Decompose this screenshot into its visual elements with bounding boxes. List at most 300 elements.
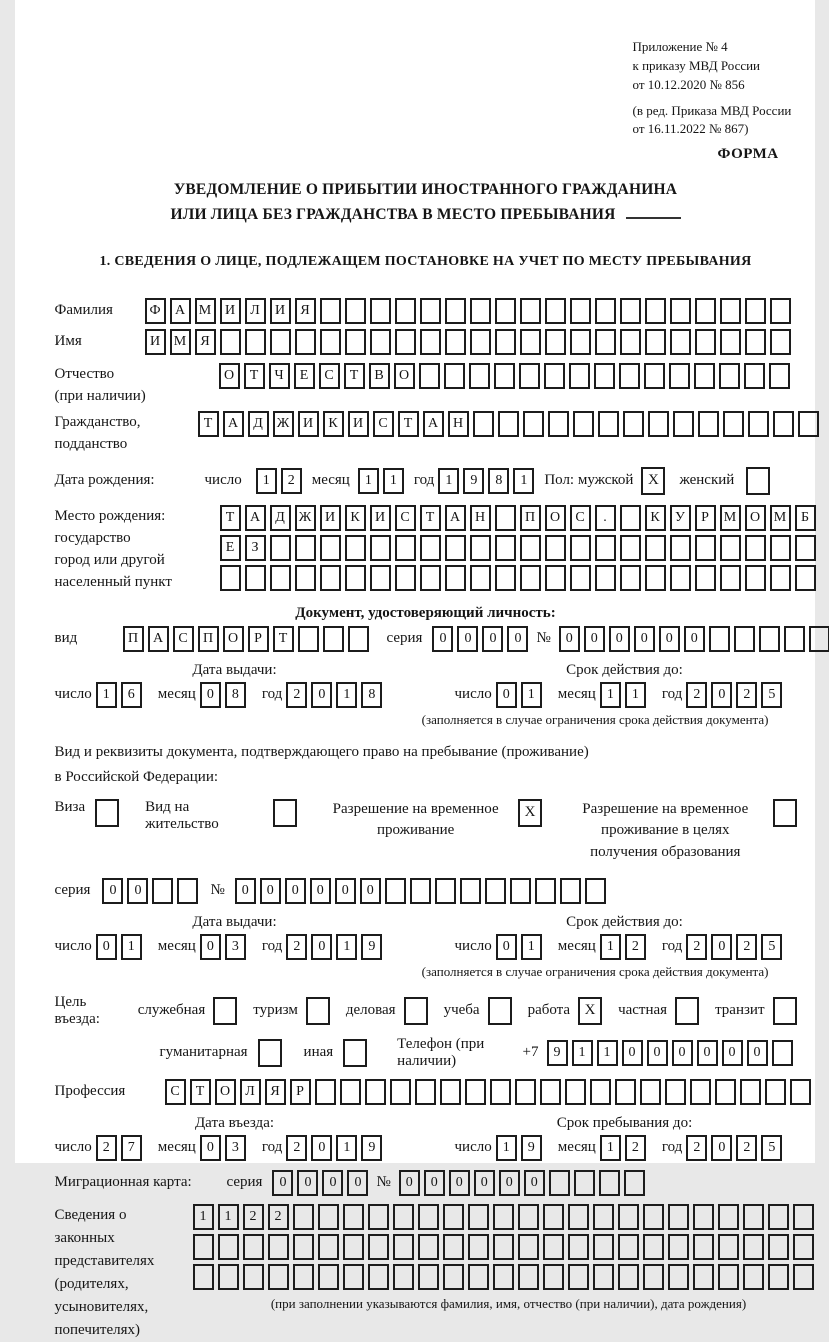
purpose-chastnaya-checkbox[interactable] — [675, 997, 699, 1025]
char-box[interactable] — [743, 1204, 764, 1230]
char-box[interactable] — [320, 535, 341, 561]
char-box[interactable]: 0 — [285, 878, 306, 904]
char-box[interactable]: 2 — [736, 682, 757, 708]
char-box[interactable]: 1 — [336, 1135, 357, 1161]
char-box[interactable]: 1 — [121, 934, 142, 960]
char-box[interactable]: 1 — [600, 1135, 621, 1161]
char-box[interactable] — [495, 298, 516, 324]
char-box[interactable]: 0 — [311, 1135, 332, 1161]
char-box[interactable] — [445, 535, 466, 561]
char-box[interactable] — [543, 1234, 564, 1260]
char-box[interactable] — [465, 1079, 486, 1105]
char-box[interactable]: З — [245, 535, 266, 561]
char-box[interactable] — [770, 535, 791, 561]
char-box[interactable]: М — [195, 298, 216, 324]
char-box[interactable]: Н — [470, 505, 491, 531]
char-box[interactable]: М — [720, 505, 741, 531]
char-box[interactable] — [770, 329, 791, 355]
char-box[interactable] — [793, 1204, 814, 1230]
char-box[interactable] — [495, 535, 516, 561]
char-box[interactable] — [643, 1234, 664, 1260]
char-box[interactable] — [315, 1079, 336, 1105]
char-box[interactable] — [390, 1079, 411, 1105]
char-box[interactable] — [624, 1170, 645, 1196]
char-box[interactable]: 0 — [102, 878, 123, 904]
char-box[interactable]: 1 — [218, 1204, 239, 1230]
char-box[interactable]: П — [123, 626, 144, 652]
char-box[interactable] — [460, 878, 481, 904]
char-box[interactable] — [618, 1204, 639, 1230]
char-box[interactable]: Ф — [145, 298, 166, 324]
char-box[interactable] — [745, 535, 766, 561]
char-box[interactable] — [570, 565, 591, 591]
char-box[interactable]: Ж — [273, 411, 294, 437]
char-box[interactable] — [719, 363, 740, 389]
char-box[interactable] — [218, 1234, 239, 1260]
char-box[interactable] — [743, 1234, 764, 1260]
char-box[interactable] — [568, 1234, 589, 1260]
char-box[interactable]: Т — [420, 505, 441, 531]
char-box[interactable]: Я — [295, 298, 316, 324]
char-box[interactable] — [440, 1079, 461, 1105]
char-box[interactable] — [645, 298, 666, 324]
char-box[interactable]: 7 — [121, 1135, 142, 1161]
char-box[interactable]: П — [520, 505, 541, 531]
char-box[interactable] — [270, 329, 291, 355]
char-box[interactable]: И — [220, 298, 241, 324]
char-box[interactable]: Р — [695, 505, 716, 531]
char-box[interactable]: 0 — [634, 626, 655, 652]
char-box[interactable]: 1 — [358, 468, 379, 494]
char-box[interactable] — [668, 1234, 689, 1260]
char-box[interactable] — [695, 565, 716, 591]
char-box[interactable] — [445, 329, 466, 355]
char-box[interactable]: А — [423, 411, 444, 437]
char-box[interactable] — [368, 1234, 389, 1260]
char-box[interactable]: 2 — [286, 1135, 307, 1161]
char-box[interactable] — [343, 1204, 364, 1230]
char-box[interactable]: 2 — [243, 1204, 264, 1230]
char-box[interactable] — [445, 298, 466, 324]
char-box[interactable] — [152, 878, 173, 904]
char-box[interactable]: 2 — [286, 682, 307, 708]
char-box[interactable] — [768, 1204, 789, 1230]
char-box[interactable] — [385, 878, 406, 904]
char-box[interactable]: С — [165, 1079, 186, 1105]
char-box[interactable] — [795, 535, 816, 561]
char-box[interactable] — [734, 626, 755, 652]
char-box[interactable]: 1 — [496, 1135, 517, 1161]
char-box[interactable] — [670, 329, 691, 355]
purpose-sluzhebnaya-checkbox[interactable] — [213, 997, 237, 1025]
char-box[interactable]: 0 — [235, 878, 256, 904]
char-box[interactable] — [619, 363, 640, 389]
char-box[interactable]: 5 — [761, 682, 782, 708]
char-box[interactable] — [620, 565, 641, 591]
char-box[interactable] — [765, 1079, 786, 1105]
char-box[interactable] — [720, 565, 741, 591]
char-box[interactable] — [740, 1079, 761, 1105]
char-box[interactable] — [293, 1264, 314, 1290]
char-box[interactable] — [498, 411, 519, 437]
char-box[interactable] — [393, 1204, 414, 1230]
char-box[interactable] — [470, 535, 491, 561]
char-box[interactable] — [569, 363, 590, 389]
char-box[interactable]: 6 — [121, 682, 142, 708]
char-box[interactable]: 1 — [513, 468, 534, 494]
char-box[interactable] — [645, 535, 666, 561]
char-box[interactable] — [243, 1264, 264, 1290]
char-box[interactable]: 2 — [286, 934, 307, 960]
char-box[interactable] — [545, 535, 566, 561]
char-box[interactable] — [495, 505, 516, 531]
char-box[interactable] — [518, 1234, 539, 1260]
char-box[interactable] — [410, 878, 431, 904]
char-box[interactable] — [620, 505, 641, 531]
char-box[interactable] — [515, 1079, 536, 1105]
char-box[interactable] — [669, 363, 690, 389]
char-box[interactable] — [668, 1264, 689, 1290]
char-box[interactable] — [370, 535, 391, 561]
char-box[interactable] — [393, 1234, 414, 1260]
char-box[interactable]: Я — [195, 329, 216, 355]
char-box[interactable]: У — [670, 505, 691, 531]
char-box[interactable] — [520, 535, 541, 561]
char-box[interactable] — [340, 1079, 361, 1105]
char-box[interactable] — [370, 329, 391, 355]
char-box[interactable] — [593, 1264, 614, 1290]
char-box[interactable] — [544, 363, 565, 389]
char-box[interactable] — [393, 1264, 414, 1290]
char-box[interactable]: 0 — [347, 1170, 368, 1196]
char-box[interactable] — [468, 1234, 489, 1260]
char-box[interactable] — [345, 329, 366, 355]
char-box[interactable]: 1 — [336, 682, 357, 708]
char-box[interactable]: А — [148, 626, 169, 652]
char-box[interactable] — [470, 298, 491, 324]
char-box[interactable]: 0 — [609, 626, 630, 652]
char-box[interactable]: 0 — [457, 626, 478, 652]
char-box[interactable]: В — [369, 363, 390, 389]
char-box[interactable]: 0 — [96, 934, 117, 960]
char-box[interactable] — [395, 298, 416, 324]
char-box[interactable] — [718, 1234, 739, 1260]
char-box[interactable]: 2 — [686, 682, 707, 708]
char-box[interactable] — [493, 1234, 514, 1260]
char-box[interactable] — [435, 878, 456, 904]
char-box[interactable] — [595, 298, 616, 324]
char-box[interactable] — [570, 298, 591, 324]
char-box[interactable] — [293, 1234, 314, 1260]
purpose-inaya-checkbox[interactable] — [343, 1039, 367, 1067]
char-box[interactable] — [809, 626, 829, 652]
char-box[interactable] — [743, 1264, 764, 1290]
char-box[interactable] — [670, 298, 691, 324]
char-box[interactable]: 0 — [399, 1170, 420, 1196]
char-box[interactable] — [470, 565, 491, 591]
char-box[interactable]: 0 — [711, 682, 732, 708]
char-box[interactable] — [469, 363, 490, 389]
char-box[interactable]: 1 — [193, 1204, 214, 1230]
char-box[interactable] — [745, 298, 766, 324]
char-box[interactable]: Н — [448, 411, 469, 437]
char-box[interactable] — [295, 329, 316, 355]
char-box[interactable]: 1 — [521, 934, 542, 960]
char-box[interactable] — [715, 1079, 736, 1105]
char-box[interactable]: 0 — [722, 1040, 743, 1066]
char-box[interactable]: Р — [248, 626, 269, 652]
char-box[interactable]: 3 — [225, 1135, 246, 1161]
char-box[interactable] — [618, 1264, 639, 1290]
char-box[interactable]: 0 — [482, 626, 503, 652]
char-box[interactable] — [718, 1204, 739, 1230]
char-box[interactable] — [618, 1234, 639, 1260]
char-box[interactable]: Д — [248, 411, 269, 437]
char-box[interactable]: Т — [398, 411, 419, 437]
char-box[interactable] — [773, 411, 794, 437]
char-box[interactable] — [620, 298, 641, 324]
char-box[interactable] — [745, 565, 766, 591]
char-box[interactable]: 0 — [559, 626, 580, 652]
char-box[interactable]: 0 — [272, 1170, 293, 1196]
char-box[interactable]: 0 — [524, 1170, 545, 1196]
char-box[interactable] — [345, 535, 366, 561]
char-box[interactable] — [593, 1234, 614, 1260]
temporary-residence-education-checkbox[interactable] — [773, 799, 797, 827]
temporary-residence-checkbox[interactable]: X — [518, 799, 542, 827]
char-box[interactable] — [420, 329, 441, 355]
char-box[interactable] — [418, 1264, 439, 1290]
char-box[interactable] — [570, 535, 591, 561]
char-box[interactable] — [395, 565, 416, 591]
char-box[interactable] — [795, 565, 816, 591]
char-box[interactable]: 2 — [736, 934, 757, 960]
char-box[interactable] — [645, 565, 666, 591]
char-box[interactable] — [720, 535, 741, 561]
char-box[interactable]: 0 — [647, 1040, 668, 1066]
char-box[interactable] — [520, 565, 541, 591]
char-box[interactable]: 0 — [310, 878, 331, 904]
char-box[interactable]: К — [323, 411, 344, 437]
char-box[interactable] — [295, 565, 316, 591]
char-box[interactable] — [645, 329, 666, 355]
char-box[interactable]: 2 — [736, 1135, 757, 1161]
title-blank-line[interactable] — [626, 205, 681, 219]
char-box[interactable] — [784, 626, 805, 652]
char-box[interactable]: А — [170, 298, 191, 324]
char-box[interactable]: 2 — [625, 934, 646, 960]
char-box[interactable] — [418, 1204, 439, 1230]
char-box[interactable] — [545, 565, 566, 591]
char-box[interactable] — [320, 298, 341, 324]
char-box[interactable]: 8 — [225, 682, 246, 708]
char-box[interactable]: И — [320, 505, 341, 531]
char-box[interactable]: Т — [220, 505, 241, 531]
char-box[interactable]: 0 — [200, 682, 221, 708]
char-box[interactable] — [620, 329, 641, 355]
char-box[interactable]: 1 — [438, 468, 459, 494]
char-box[interactable]: 0 — [499, 1170, 520, 1196]
char-box[interactable] — [493, 1264, 514, 1290]
char-box[interactable] — [419, 363, 440, 389]
char-box[interactable] — [723, 411, 744, 437]
char-box[interactable] — [545, 298, 566, 324]
char-box[interactable]: 1 — [600, 682, 621, 708]
char-box[interactable] — [485, 878, 506, 904]
char-box[interactable]: 1 — [597, 1040, 618, 1066]
char-box[interactable] — [243, 1234, 264, 1260]
char-box[interactable]: Е — [220, 535, 241, 561]
char-box[interactable]: 1 — [256, 468, 277, 494]
char-box[interactable] — [643, 1264, 664, 1290]
char-box[interactable] — [644, 363, 665, 389]
char-box[interactable] — [793, 1234, 814, 1260]
char-box[interactable] — [793, 1264, 814, 1290]
char-box[interactable] — [695, 298, 716, 324]
char-box[interactable]: М — [170, 329, 191, 355]
purpose-rabota-checkbox[interactable]: X — [578, 997, 602, 1025]
char-box[interactable] — [720, 298, 741, 324]
char-box[interactable]: С — [395, 505, 416, 531]
purpose-gumanitarnaya-checkbox[interactable] — [258, 1039, 282, 1067]
char-box[interactable]: 0 — [424, 1170, 445, 1196]
char-box[interactable] — [443, 1204, 464, 1230]
char-box[interactable] — [665, 1079, 686, 1105]
char-box[interactable]: О — [219, 363, 240, 389]
char-box[interactable]: И — [370, 505, 391, 531]
char-box[interactable] — [595, 565, 616, 591]
char-box[interactable] — [798, 411, 819, 437]
char-box[interactable] — [293, 1204, 314, 1230]
char-box[interactable] — [648, 411, 669, 437]
char-box[interactable] — [193, 1264, 214, 1290]
char-box[interactable] — [598, 411, 619, 437]
char-box[interactable] — [585, 878, 606, 904]
char-box[interactable]: Д — [270, 505, 291, 531]
char-box[interactable]: Т — [244, 363, 265, 389]
char-box[interactable]: 0 — [297, 1170, 318, 1196]
char-box[interactable]: 3 — [225, 934, 246, 960]
char-box[interactable] — [365, 1079, 386, 1105]
char-box[interactable]: 0 — [659, 626, 680, 652]
char-box[interactable] — [668, 1204, 689, 1230]
char-box[interactable]: 0 — [474, 1170, 495, 1196]
purpose-delovaya-checkbox[interactable] — [404, 997, 428, 1025]
char-box[interactable]: 0 — [584, 626, 605, 652]
char-box[interactable] — [490, 1079, 511, 1105]
char-box[interactable]: А — [245, 505, 266, 531]
char-box[interactable] — [318, 1234, 339, 1260]
char-box[interactable] — [494, 363, 515, 389]
char-box[interactable]: А — [223, 411, 244, 437]
char-box[interactable] — [320, 329, 341, 355]
char-box[interactable] — [523, 411, 544, 437]
char-box[interactable] — [770, 298, 791, 324]
sex-female-checkbox[interactable] — [746, 467, 770, 495]
char-box[interactable] — [695, 329, 716, 355]
char-box[interactable]: 0 — [432, 626, 453, 652]
char-box[interactable]: 0 — [684, 626, 705, 652]
char-box[interactable] — [295, 535, 316, 561]
char-box[interactable]: О — [545, 505, 566, 531]
char-box[interactable] — [670, 535, 691, 561]
char-box[interactable] — [769, 363, 790, 389]
char-box[interactable] — [748, 411, 769, 437]
char-box[interactable]: 1 — [383, 468, 404, 494]
char-box[interactable]: 0 — [311, 934, 332, 960]
char-box[interactable] — [673, 411, 694, 437]
char-box[interactable] — [323, 626, 344, 652]
char-box[interactable] — [744, 363, 765, 389]
char-box[interactable]: И — [145, 329, 166, 355]
char-box[interactable]: С — [319, 363, 340, 389]
char-box[interactable] — [318, 1264, 339, 1290]
char-box[interactable] — [745, 329, 766, 355]
char-box[interactable] — [420, 565, 441, 591]
char-box[interactable]: 0 — [507, 626, 528, 652]
char-box[interactable] — [690, 1079, 711, 1105]
char-box[interactable] — [420, 298, 441, 324]
char-box[interactable]: 0 — [747, 1040, 768, 1066]
char-box[interactable] — [270, 565, 291, 591]
char-box[interactable] — [593, 1204, 614, 1230]
char-box[interactable] — [568, 1204, 589, 1230]
char-box[interactable]: 0 — [622, 1040, 643, 1066]
char-box[interactable] — [193, 1234, 214, 1260]
char-box[interactable]: 1 — [336, 934, 357, 960]
char-box[interactable] — [568, 1264, 589, 1290]
char-box[interactable] — [268, 1264, 289, 1290]
char-box[interactable]: Е — [294, 363, 315, 389]
char-box[interactable] — [595, 535, 616, 561]
char-box[interactable] — [670, 565, 691, 591]
char-box[interactable]: 1 — [625, 682, 646, 708]
char-box[interactable] — [444, 363, 465, 389]
char-box[interactable]: И — [348, 411, 369, 437]
char-box[interactable] — [693, 1204, 714, 1230]
char-box[interactable] — [418, 1234, 439, 1260]
char-box[interactable] — [348, 626, 369, 652]
char-box[interactable] — [770, 565, 791, 591]
char-box[interactable] — [595, 329, 616, 355]
char-box[interactable]: Т — [198, 411, 219, 437]
char-box[interactable]: 0 — [127, 878, 148, 904]
char-box[interactable]: 8 — [361, 682, 382, 708]
char-box[interactable]: 0 — [322, 1170, 343, 1196]
char-box[interactable]: . — [595, 505, 616, 531]
char-box[interactable]: 0 — [360, 878, 381, 904]
char-box[interactable] — [220, 565, 241, 591]
char-box[interactable] — [570, 329, 591, 355]
char-box[interactable] — [615, 1079, 636, 1105]
purpose-turizm-checkbox[interactable] — [306, 997, 330, 1025]
char-box[interactable] — [443, 1234, 464, 1260]
char-box[interactable]: К — [645, 505, 666, 531]
char-box[interactable] — [790, 1079, 811, 1105]
char-box[interactable] — [220, 329, 241, 355]
char-box[interactable] — [623, 411, 644, 437]
char-box[interactable]: Р — [290, 1079, 311, 1105]
char-box[interactable]: К — [345, 505, 366, 531]
char-box[interactable] — [520, 298, 541, 324]
char-box[interactable] — [573, 411, 594, 437]
char-box[interactable] — [245, 565, 266, 591]
char-box[interactable] — [768, 1264, 789, 1290]
char-box[interactable] — [470, 329, 491, 355]
char-box[interactable] — [443, 1264, 464, 1290]
char-box[interactable]: Т — [190, 1079, 211, 1105]
char-box[interactable] — [268, 1234, 289, 1260]
